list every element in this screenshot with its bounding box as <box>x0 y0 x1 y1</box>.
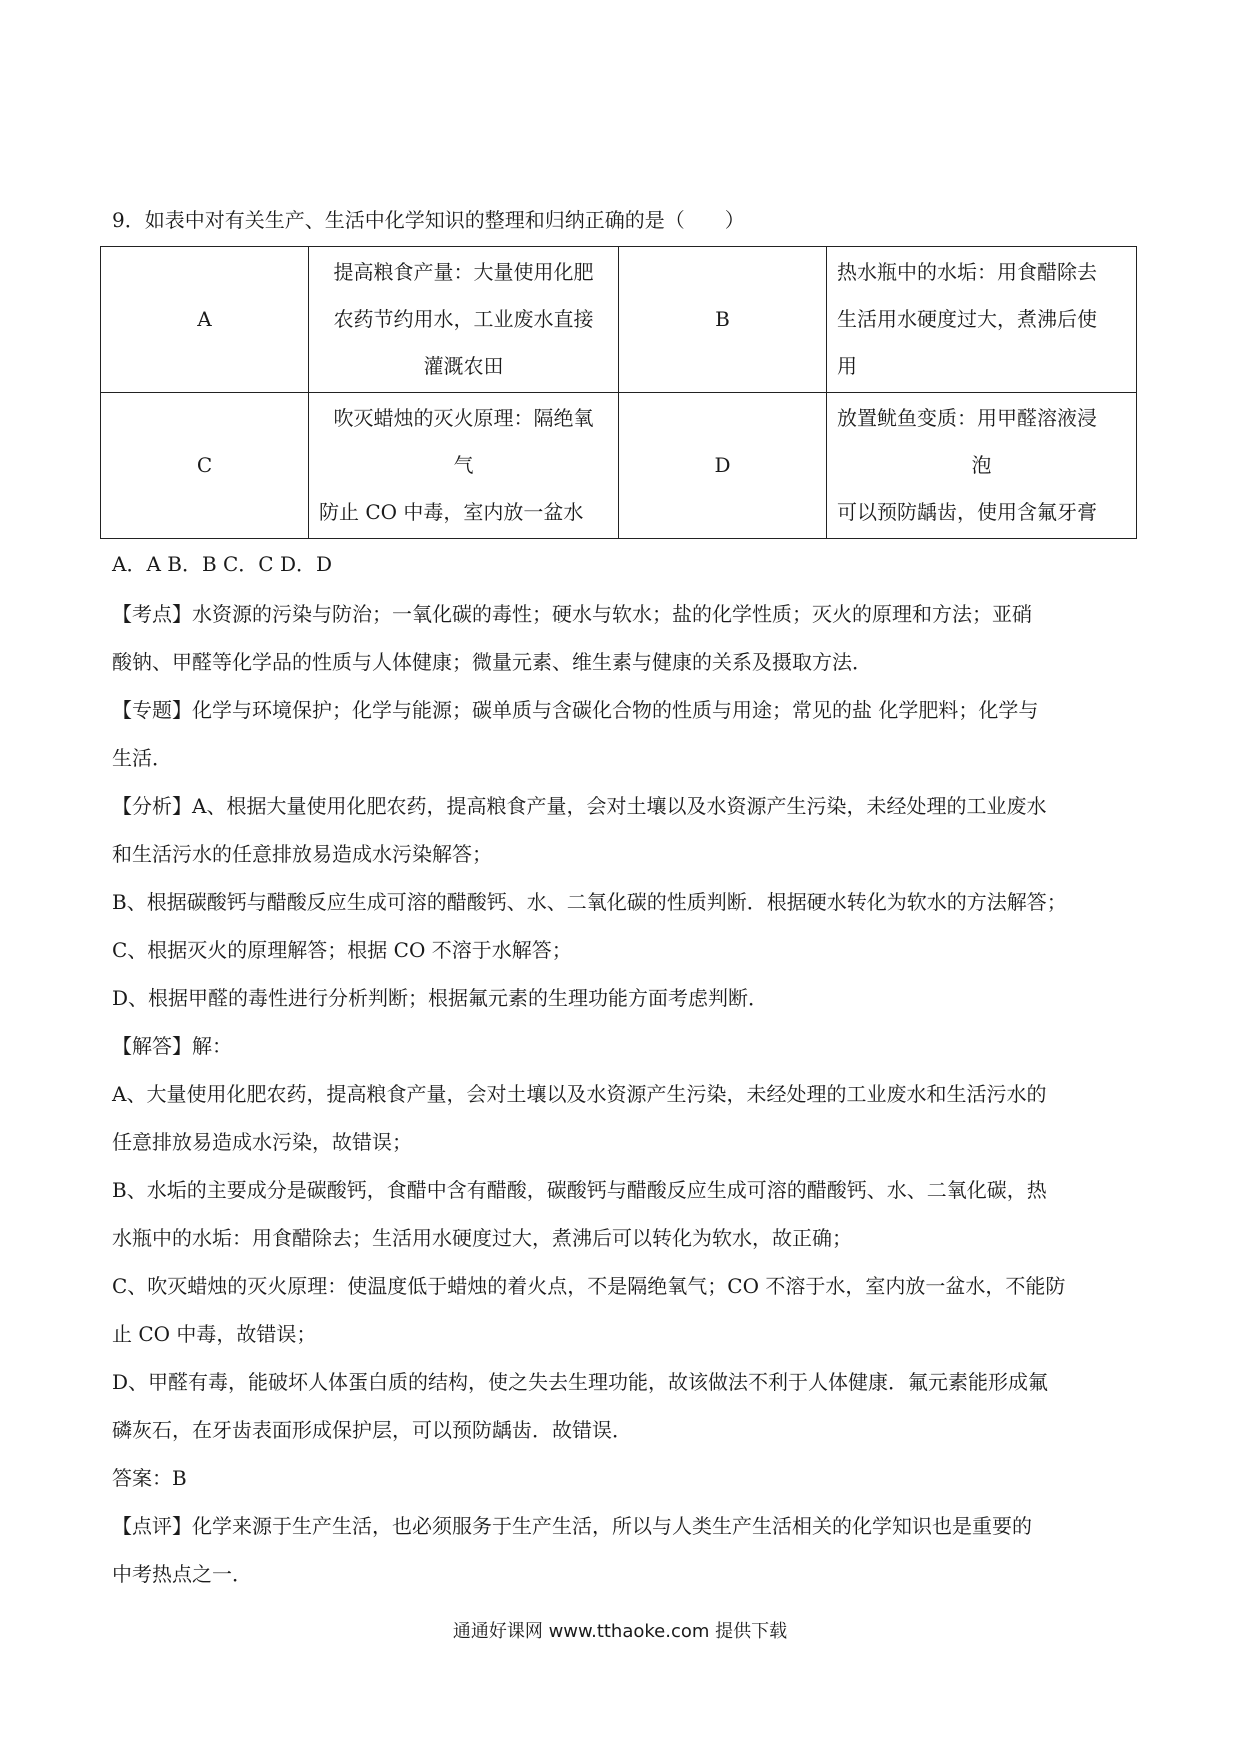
option-c-content <box>309 393 619 539</box>
kaodian-line-2: 酸钠、甲醛等化学品的性质与人体健康；微量元素、维生素与健康的关系及摄取方法． <box>112 650 872 674</box>
jieda-heading: 【解答】解： <box>112 1034 232 1058</box>
option-key-d: D <box>619 393 827 539</box>
option-key-b: B <box>619 247 827 393</box>
question-stem: 9．如表中对有关生产、生活中化学知识的整理和归纳正确的是（ ） <box>112 208 745 232</box>
fenxi-c: C、根据灭火的原理解答；根据 CO 不溶于水解答； <box>112 938 572 962</box>
option-b-line-2: 生活用水硬度过大，煮沸后使 <box>837 307 1097 331</box>
option-c-line-1: 吹灭蜡烛的灭火原理：隔绝氧 <box>333 406 594 430</box>
option-a-line-3: 灌溉农田 <box>423 354 504 378</box>
jieda-c-line-1: C、吹灭蜡烛的灭火原理：使温度低于蜡烛的着火点，不是隔绝氧气；CO 不溶于水，室内放一盆水，不能防 <box>112 1274 1066 1298</box>
dianping-line-1: 【点评】化学来源于生产生活，也必须服务于生产生活，所以与人类生产生活相关的化学知识也是重要的 <box>112 1514 1032 1538</box>
page-footer: 通通好课网 www.tthaoke.com 提供下载 <box>452 1621 788 1642</box>
option-b-content <box>827 247 1137 393</box>
jieda-b-line-1: B、水垢的主要成分是碳酸钙，食醋中含有醋酸，碳酸钙与醋酸反应生成可溶的醋酸钙、水、二氧化碳，热 <box>112 1178 1047 1202</box>
kaodian-line-1: 【考点】水资源的污染与防治；一氧化碳的毒性；硬水与软水；盐的化学性质；灭火的原理和方法；亚硝 <box>112 602 1032 626</box>
answer-line: 答案：B <box>112 1466 187 1490</box>
fenxi-b: B、根据碳酸钙与醋酸反应生成可溶的醋酸钙、水、二氧化碳的性质判断．根据硬水转化为软水的方法解答； <box>112 890 1067 914</box>
jieda-c-line-2: 止 CO 中毒，故错误； <box>112 1322 317 1346</box>
jieda-d-line-1: D、甲醛有毒，能破坏人体蛋白质的结构，使之失去生理功能，故该做法不利于人体健康．氟元素能形成氟 <box>112 1370 1049 1394</box>
option-a-line-2: 农药节约用水，工业废水直接 <box>333 307 594 331</box>
option-d-line-2: 泡 <box>971 453 992 477</box>
option-d-content <box>827 393 1137 539</box>
options-table <box>100 246 1137 539</box>
option-a-line-1: 提高粮食产量：大量使用化肥 <box>333 260 594 284</box>
option-d-line-1: 放置鱿鱼变质：用甲醛溶液浸 <box>837 406 1097 430</box>
option-a-content <box>309 247 619 393</box>
dianping-line-2: 中考热点之一． <box>112 1562 252 1586</box>
fenxi-line-2: 和生活污水的任意排放易造成水污染解答； <box>112 842 492 866</box>
jieda-b-line-2: 水瓶中的水垢：用食醋除去；生活用水硬度过大，煮沸后可以转化为软水，故正确； <box>112 1226 852 1250</box>
jieda-a-line-1: A、大量使用化肥农药，提高粮食产量，会对土壤以及水资源产生污染，未经处理的工业废水和生活污水的 <box>112 1082 1047 1106</box>
option-key-c: C <box>101 393 309 539</box>
jieda-a-line-2: 任意排放易造成水污染，故错误； <box>112 1130 412 1154</box>
fenxi-line-1: 【分析】A、根据大量使用化肥农药，提高粮食产量，会对土壤以及水资源产生污染，未经处理的工业废水 <box>112 794 1047 818</box>
zhuanti-line-1: 【专题】化学与环境保护；化学与能源；碳单质与含碳化合物的性质与用途；常见的盐 化学肥料；化学与 <box>112 698 1039 722</box>
zhuanti-line-2: 生活． <box>112 746 172 770</box>
jieda-d-line-2: 磷灰石，在牙齿表面形成保护层，可以预防龋齿．故错误． <box>112 1418 632 1442</box>
option-c-line-3: 防止 CO 中毒，室内放一盆水 <box>319 500 584 524</box>
option-key-a: A <box>101 247 309 393</box>
table-row <box>101 393 1137 539</box>
option-b-line-1: 热水瓶中的水垢：用食醋除去 <box>837 260 1097 284</box>
table-row <box>101 247 1137 393</box>
answer-choices: A．A B．B C．C D．D <box>112 552 333 576</box>
fenxi-d: D、根据甲醛的毒性进行分析判断；根据氟元素的生理功能方面考虑判断． <box>112 986 769 1010</box>
option-d-line-3: 可以预防龋齿，使用含氟牙膏 <box>837 500 1097 524</box>
option-b-line-3: 用 <box>837 354 857 378</box>
option-c-line-2: 气 <box>453 453 474 477</box>
